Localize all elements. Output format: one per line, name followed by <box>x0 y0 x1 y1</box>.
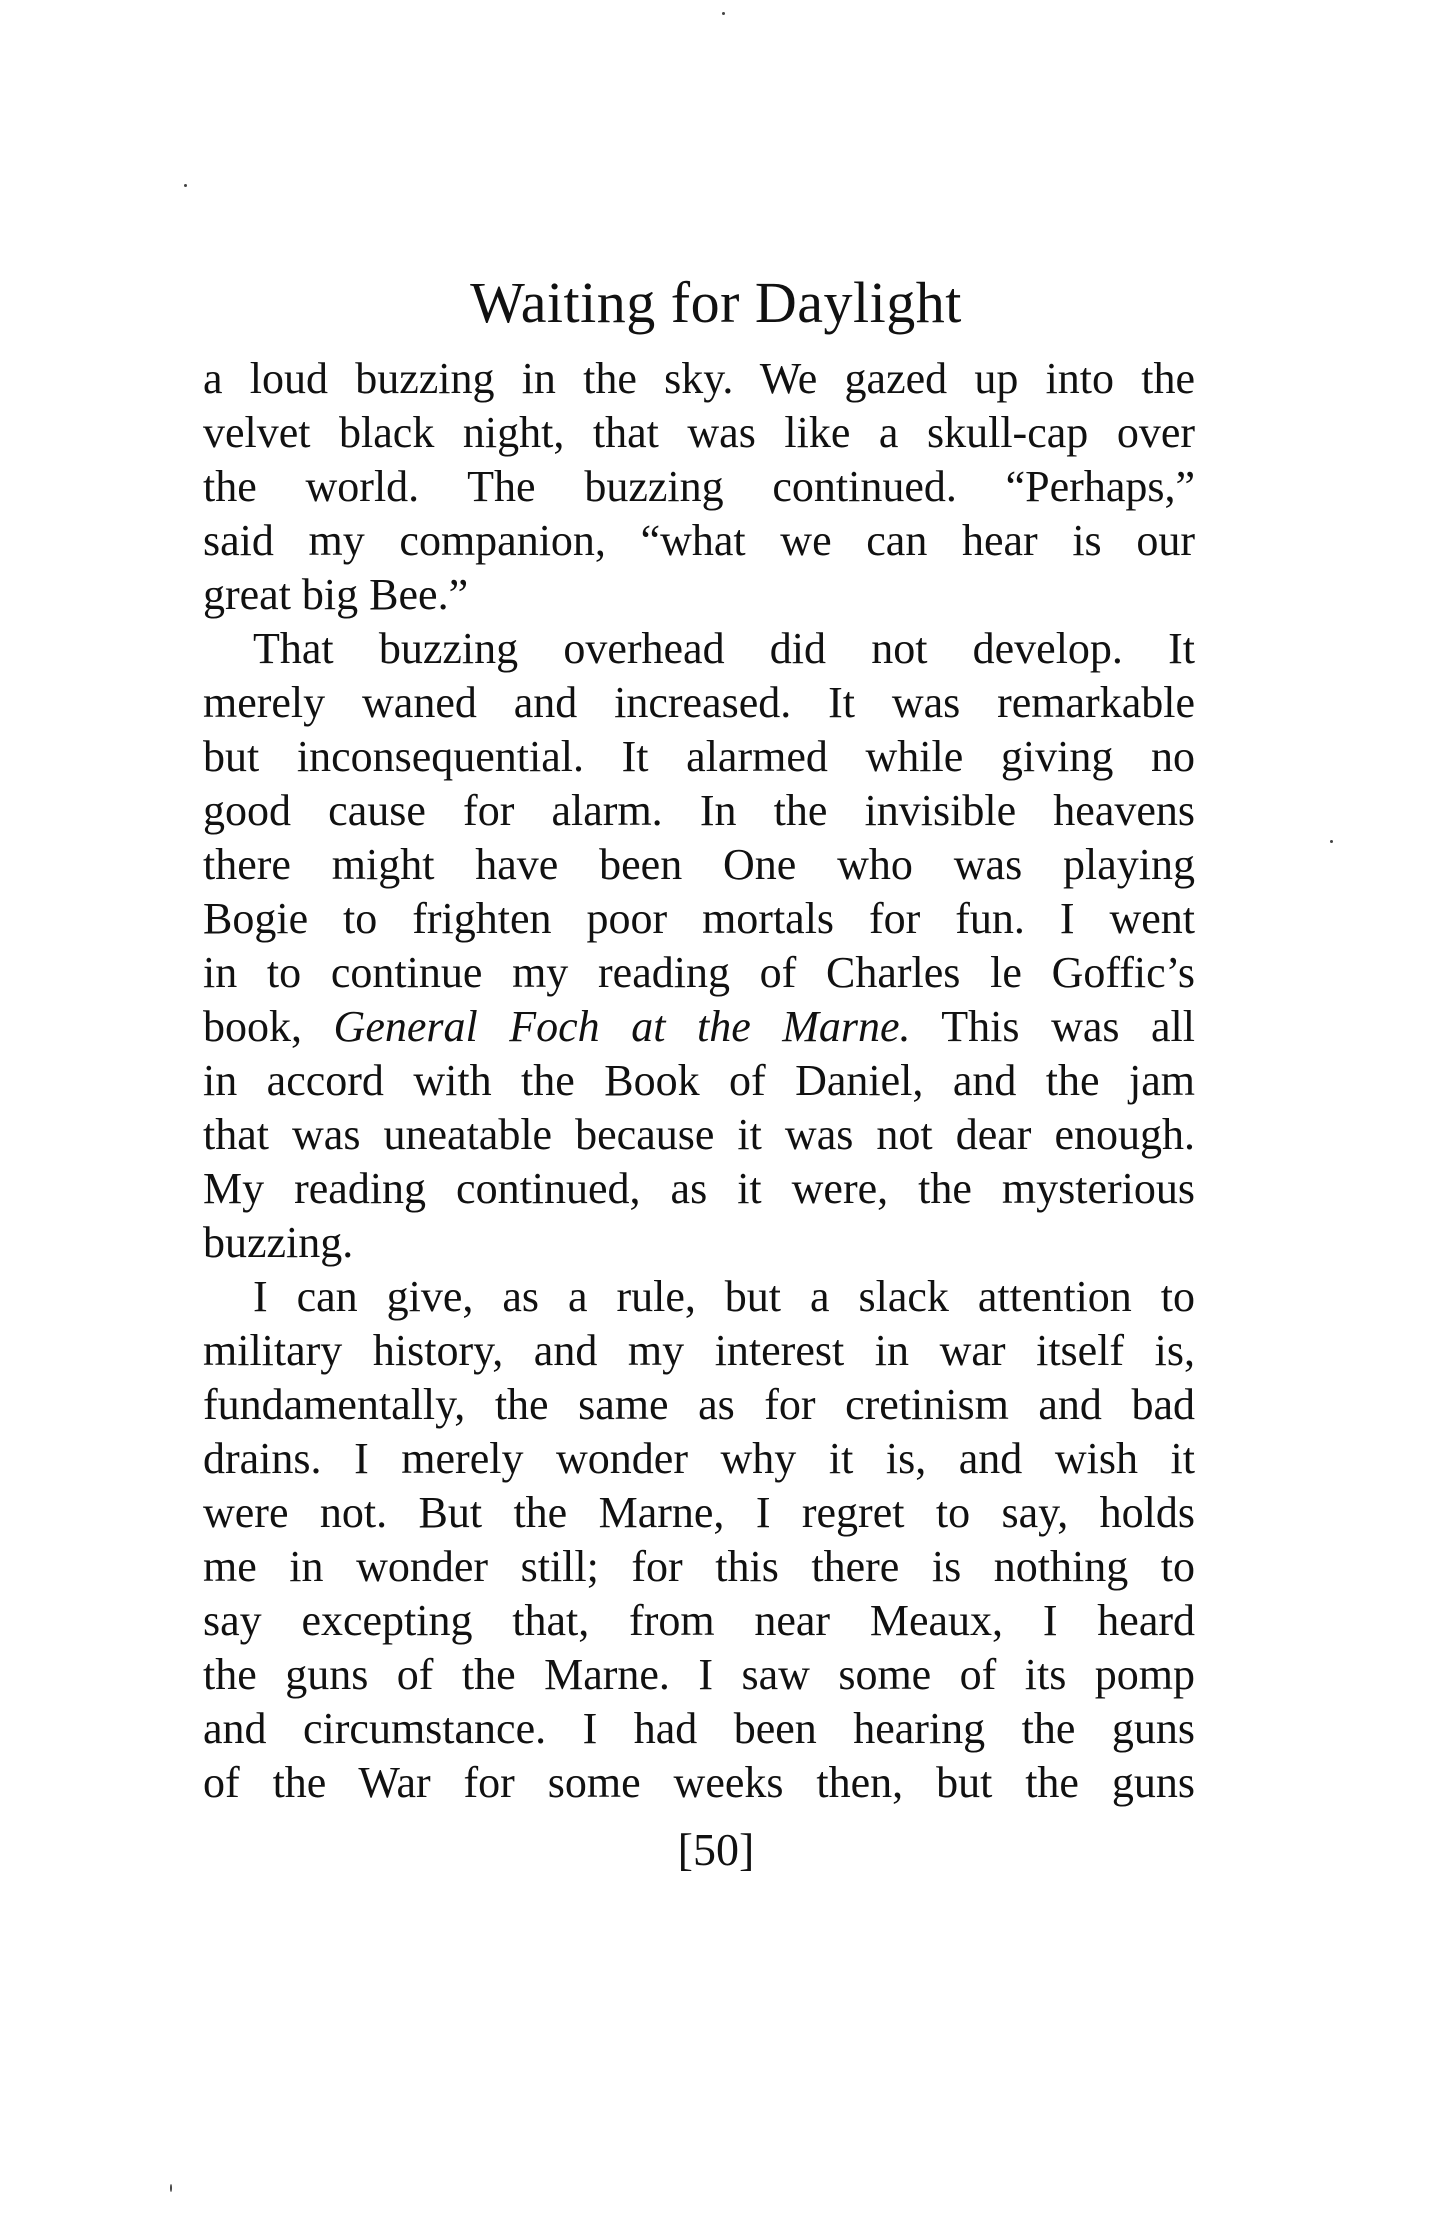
text-line: good cause for alarm. In the invisible heavens <box>203 786 1195 835</box>
text-line: drains. I merely wonder why it is, and wish it <box>203 1434 1195 1483</box>
text-line: great big Bee.” <box>203 570 469 619</box>
text-line-with-book-title <box>203 1000 1195 1054</box>
text-line: a loud buzzing in the sky. We gazed up into the <box>203 354 1195 403</box>
text-line: the world. The buzzing continued. “Perhaps,” <box>203 462 1195 511</box>
running-head: Waiting for Daylight <box>470 270 962 335</box>
text-fragment: This was all <box>910 1002 1196 1051</box>
text-line: say excepting that, from near Meaux, I heard <box>203 1596 1195 1645</box>
text-line: in to continue my reading of Charles le Goffic’s <box>203 948 1195 997</box>
text-line: Bogie to frighten poor mortals for fun. I went <box>203 894 1195 943</box>
text-line: buzzing. <box>203 1218 354 1267</box>
scan-speck <box>722 12 725 15</box>
text-line: but inconsequential. It alarmed while giving no <box>203 732 1195 781</box>
page-number: [50] <box>677 1824 755 1875</box>
text-line: of the War for some weeks then, but the guns <box>203 1758 1195 1807</box>
scan-speck <box>184 184 187 187</box>
text-line: My reading continued, as it were, the mysterious <box>203 1164 1195 1213</box>
body-text <box>203 352 1195 1810</box>
text-line: that was uneatable because it was not dear enough. <box>203 1110 1195 1159</box>
text-line: me in wonder still; for this there is nothing to <box>203 1542 1195 1591</box>
scan-speck <box>1330 840 1333 843</box>
text-line: merely waned and increased. It was remarkable <box>203 678 1195 727</box>
paragraph-2 <box>203 622 1195 1270</box>
paragraph-1 <box>203 352 1195 622</box>
text-line: said my companion, “what we can hear is our <box>203 516 1195 565</box>
text-line: I can give, as a rule, but a slack attention to <box>253 1272 1195 1321</box>
text-line: were not. But the Marne, I regret to say, holds <box>203 1488 1195 1537</box>
text-fragment: book, <box>203 1002 334 1051</box>
text-line: fundamentally, the same as for cretinism and bad <box>203 1380 1195 1429</box>
book-title: General Foch at the Marne. <box>333 1002 911 1051</box>
text-line: velvet black night, that was like a skull-cap over <box>203 408 1195 457</box>
text-line: the guns of the Marne. I saw some of its pomp <box>203 1650 1195 1699</box>
text-line: That buzzing overhead did not develop. It <box>253 624 1195 673</box>
text-line: military history, and my interest in war itself is, <box>203 1326 1195 1375</box>
text-line: there might have been One who was playing <box>203 840 1195 889</box>
scan-speck <box>170 2184 172 2192</box>
paragraph-3 <box>203 1270 1195 1810</box>
text-line: and circumstance. I had been hearing the guns <box>203 1704 1195 1753</box>
text-line: in accord with the Book of Daniel, and the jam <box>203 1056 1195 1105</box>
